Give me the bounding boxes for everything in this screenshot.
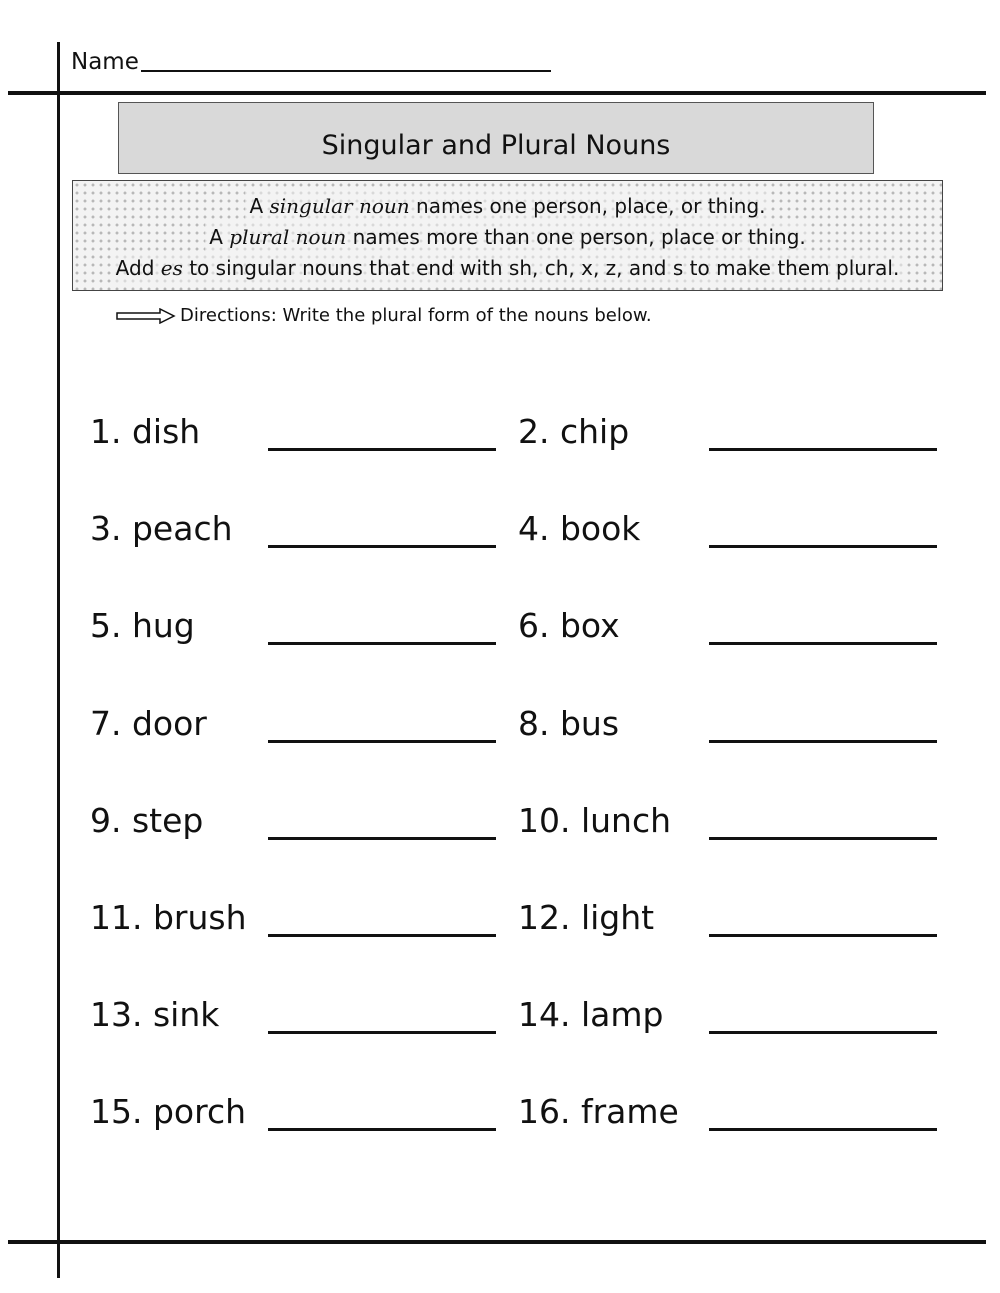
answer-blank[interactable] — [709, 1031, 937, 1034]
noun-item: 6. box — [518, 606, 620, 646]
title-banner — [118, 102, 874, 174]
answer-blank[interactable] — [709, 740, 937, 743]
noun-item: 9. step — [90, 800, 204, 840]
rule-text: names more than one person, place or thing. — [346, 225, 806, 249]
rule-term: es — [160, 256, 183, 280]
name-field — [71, 44, 551, 76]
rule-es — [112, 253, 904, 284]
noun-item: 7. door — [90, 703, 207, 743]
noun-item: 1. dish — [90, 412, 201, 451]
answer-blank[interactable] — [709, 448, 937, 451]
rule-text: to singular nouns that end with sh, ch, x, z, and s to make them plural. — [182, 256, 900, 280]
answer-blank[interactable] — [268, 1031, 496, 1034]
answer-blank[interactable] — [709, 545, 937, 548]
rule-text: Add — [115, 256, 161, 280]
answer-blank[interactable] — [268, 642, 496, 645]
answer-blank[interactable] — [268, 1128, 496, 1131]
directions — [116, 305, 652, 326]
answer-blank[interactable] — [709, 837, 937, 840]
answer-blank[interactable] — [268, 740, 496, 743]
noun-item: 8. bus — [518, 703, 620, 743]
name-label: Name — [71, 49, 139, 75]
noun-item: 14. lamp — [518, 995, 664, 1035]
noun-item: 4. book — [518, 509, 641, 549]
noun-item: 11. brush — [90, 898, 247, 937]
answer-blank[interactable] — [268, 837, 496, 840]
answer-blank[interactable] — [709, 1128, 937, 1131]
noun-item: 10. lunch — [518, 800, 672, 840]
answer-blank[interactable] — [709, 642, 937, 645]
noun-item: 12. light — [518, 898, 655, 937]
rule-singular — [245, 191, 769, 222]
noun-item: 15. porch — [90, 1092, 247, 1132]
noun-item: 16. frame — [518, 1092, 679, 1132]
header-horizontal-rule — [8, 91, 986, 95]
worksheet-title: Singular and Plural Nouns — [321, 129, 671, 161]
rule-term: singular noun — [269, 194, 410, 218]
rule-text: names one person, place, or thing. — [409, 194, 766, 218]
margin-vertical-rule — [57, 42, 60, 1278]
noun-item: 13. sink — [90, 995, 220, 1035]
directions-text: Directions: Write the plural form of the nouns below. — [180, 305, 652, 326]
arrow-right-icon — [116, 308, 176, 324]
noun-item: 2. chip — [518, 412, 630, 451]
answer-blank[interactable] — [268, 448, 496, 451]
answer-blank[interactable] — [709, 934, 937, 937]
noun-item: 5. hug — [90, 606, 195, 646]
rule-text: A — [209, 225, 230, 249]
name-input-line[interactable] — [141, 69, 551, 72]
rule-text: A — [249, 194, 270, 218]
answer-blank[interactable] — [268, 545, 496, 548]
rule-term: plural noun — [229, 225, 347, 249]
footer-horizontal-rule — [8, 1240, 986, 1244]
noun-item: 3. peach — [90, 509, 233, 549]
answer-blank[interactable] — [268, 934, 496, 937]
rule-plural — [205, 222, 810, 253]
rules-box — [72, 180, 943, 291]
